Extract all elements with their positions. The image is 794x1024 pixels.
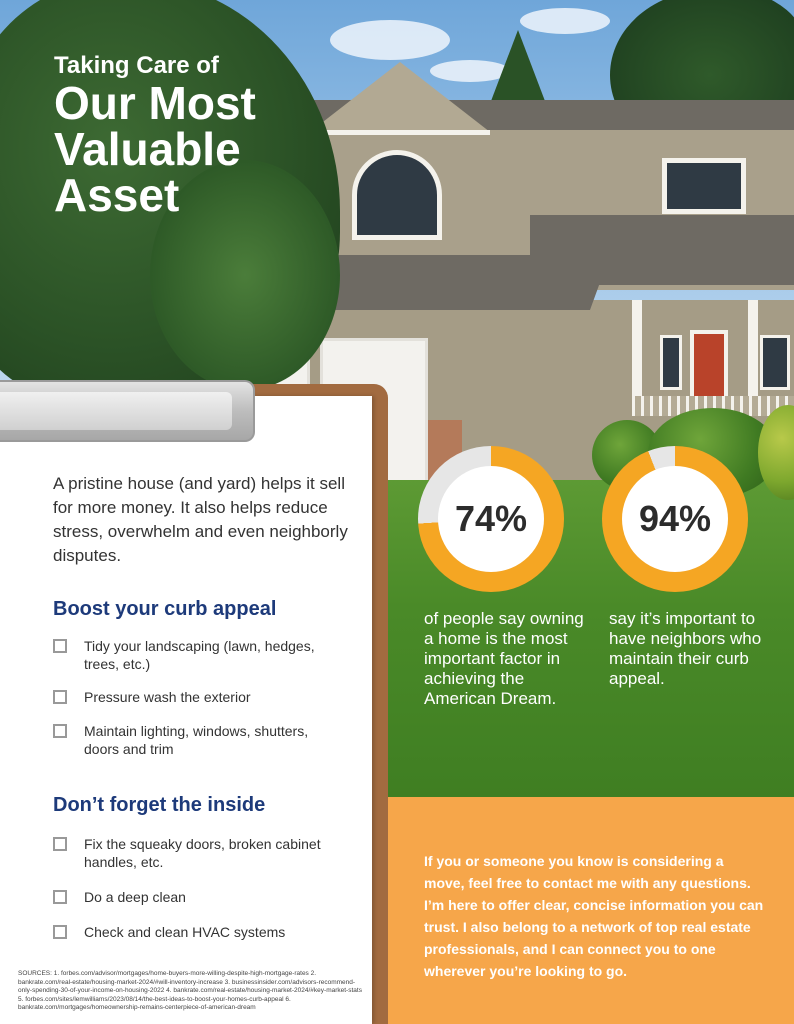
checkbox-icon[interactable]	[53, 690, 67, 704]
stat-description: say it’s important to have neighbors who maintain their curb appeal.	[609, 609, 762, 688]
intro-text: A pristine house (and yard) helps it sell for more money. It also helps reduce stress, overwhelm and even neighborly disputes.	[53, 474, 348, 565]
checklist-item-label: Do a deep clean	[84, 889, 186, 905]
contact-text: If you or someone you know is considering a move, feel free to contact me with any questions. I’m here to offer clear, concise information you can trust. I also belong to a network of top real estate professionals, and I can connect you to one wherever you’re looking to go.	[424, 853, 764, 979]
porch-column	[748, 300, 758, 410]
checklist-item	[53, 835, 343, 871]
checkbox-icon[interactable]	[53, 890, 67, 904]
checklist-item	[53, 688, 343, 706]
window	[660, 335, 682, 390]
section-heading-curb-appeal: Boost your curb appeal	[53, 598, 277, 620]
checkbox-icon[interactable]	[53, 925, 67, 939]
checklist-item-label: Tidy your landscaping (lawn, hedges, trees, etc.)	[84, 638, 315, 672]
stat-value: 74%	[454, 498, 528, 539]
stat-ring-center	[438, 466, 544, 572]
stat-description: of people say owning a home is the most important factor in achieving the American Dream.	[424, 609, 584, 708]
clipboard-clip-inner	[0, 392, 232, 430]
stat-ring-94	[602, 446, 748, 592]
checklist-item	[53, 888, 343, 906]
checkbox-icon[interactable]	[53, 639, 67, 653]
window	[760, 335, 790, 390]
arched-window	[352, 150, 442, 240]
sources-footnote: SOURCES: 1. forbes.com/advisor/mortgages/home-buyers-more-willing-despite-high-mortgage-rates 2. bankrate.com/real-estate/housing-market-2024/#will-inventory-increase 3. businessinsider.com/advisors-recommend-only-spending-30-of-your-income-on-housing-2022 4. bankrate.com/real-estate/housing-market-2024/#key-market-stats 5. forbes.com/sites/lemwilliams/2023/08/14/the-best-ideas-to-boost-your-homes-curb-appeal 6. bankrate.com/mortgages/homeownership-remains-centerpiece-of-american-dream	[18, 970, 362, 1011]
checkbox-icon[interactable]	[53, 724, 67, 738]
checklist-item-label: Fix the squeaky doors, broken cabinet handles, etc.	[84, 836, 321, 870]
page-title: Our Most Valuable Asset	[54, 77, 256, 221]
window	[662, 158, 746, 214]
porch-column	[632, 300, 642, 410]
checklist-item	[53, 923, 343, 941]
front-door	[690, 330, 728, 400]
stat-ring-74	[418, 446, 564, 592]
section-heading-inside: Don’t forget the inside	[53, 794, 266, 816]
checklist-item	[53, 722, 343, 758]
stat-ring-center	[622, 466, 728, 572]
checklist-item	[53, 637, 343, 673]
checklist-item-label: Maintain lighting, windows, shutters, doors and trim	[84, 723, 309, 757]
stat-value: 94%	[638, 498, 712, 539]
cloud	[330, 20, 450, 60]
roof	[530, 215, 794, 285]
checklist-item-label: Check and clean HVAC systems	[84, 924, 286, 940]
checkbox-icon[interactable]	[53, 837, 67, 851]
title-kicker: Taking Care of	[54, 52, 219, 79]
checklist-item-label: Pressure wash the exterior	[84, 689, 251, 705]
